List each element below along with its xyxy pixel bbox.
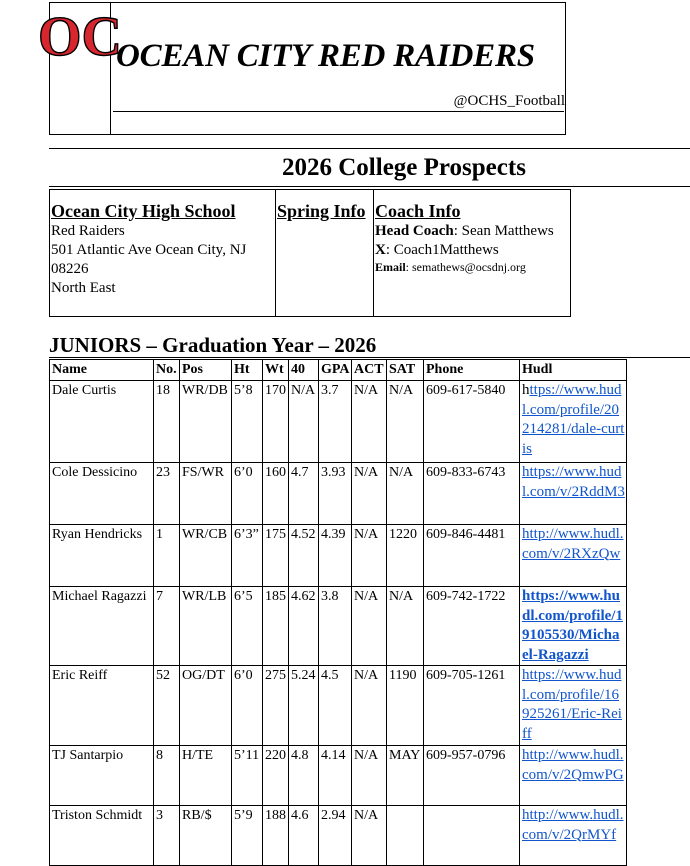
player-gpa: 4.14 <box>319 746 352 806</box>
hudl-link[interactable]: http://www.hudl.com/v/2RXzQw <box>522 526 624 562</box>
player-phone: 609-742-1722 <box>424 587 520 666</box>
oc-logo-icon <box>38 5 122 68</box>
table-header-row <box>50 360 627 381</box>
school-address-line1: 501 Atlantic Ave Ocean City, NJ <box>51 242 247 258</box>
player-phone: 609-957-0796 <box>424 746 520 806</box>
player-sat <box>387 806 424 866</box>
player-hudl <box>520 806 627 866</box>
player-gpa: 3.8 <box>319 587 352 666</box>
player-number: 7 <box>154 587 180 666</box>
table-row <box>50 525 627 587</box>
head-coach-name: : Sean Matthews <box>453 223 554 239</box>
player-height: 6’0 <box>232 463 263 525</box>
player-forty: 4.8 <box>289 746 319 806</box>
player-name: Eric Reiff <box>50 666 154 746</box>
player-forty: 4.7 <box>289 463 319 525</box>
player-sat: 1190 <box>387 666 424 746</box>
roster-table <box>49 359 627 866</box>
player-number: 8 <box>154 746 180 806</box>
player-sat: N/A <box>387 381 424 463</box>
player-act: N/A <box>352 381 387 463</box>
player-gpa: 3.7 <box>319 381 352 463</box>
player-name: Dale Curtis <box>50 381 154 463</box>
player-forty: 4.6 <box>289 806 319 866</box>
player-phone <box>424 806 520 866</box>
player-phone: 609-617-5840 <box>424 381 520 463</box>
player-weight: 275 <box>263 666 289 746</box>
player-number: 3 <box>154 806 180 866</box>
separator-line <box>49 148 690 149</box>
player-height: 5’11 <box>232 746 263 806</box>
player-sat: MAY <box>387 746 424 806</box>
player-weight: 170 <box>263 381 289 463</box>
header-gpa: GPA <box>319 360 352 381</box>
player-hudl <box>520 666 627 746</box>
player-position: H/TE <box>180 746 232 806</box>
player-name: Triston Schmidt <box>50 806 154 866</box>
player-weight: 188 <box>263 806 289 866</box>
school-nickname: Red Raiders <box>51 223 125 239</box>
player-forty: N/A <box>289 381 319 463</box>
player-hudl <box>520 463 627 525</box>
logo-lettering: OC <box>38 6 122 68</box>
player-act: N/A <box>352 666 387 746</box>
header-phone: Phone <box>424 360 520 381</box>
player-number: 1 <box>154 525 180 587</box>
player-position: OG/DT <box>180 666 232 746</box>
coach-info-heading: Coach Info <box>375 201 461 221</box>
header-hudl: Hudl <box>520 360 627 381</box>
hudl-link[interactable]: https://www.hudl.com/v/2RddM3 <box>522 464 625 500</box>
table-row <box>50 463 627 525</box>
coach-info <box>375 201 554 275</box>
juniors-rule <box>49 357 690 358</box>
head-coach-line <box>375 222 554 241</box>
juniors-title: JUNIORS – Graduation Year – 2026 <box>49 333 377 357</box>
player-sat: N/A <box>387 587 424 666</box>
player-phone: 609-705-1261 <box>424 666 520 746</box>
info-divider-1 <box>275 189 276 317</box>
player-gpa: 4.5 <box>319 666 352 746</box>
player-height: 6’5 <box>232 587 263 666</box>
school-title: OCEAN CITY RED RAIDERS <box>116 38 535 74</box>
player-number: 18 <box>154 381 180 463</box>
x-handle-line <box>375 241 554 260</box>
player-position: FS/WR <box>180 463 232 525</box>
player-name: Cole Dessicino <box>50 463 154 525</box>
hudl-link[interactable]: https://www.hudl.com/profile/19105530/Michael-Ragazzi <box>522 588 623 663</box>
player-height: 6’0 <box>232 666 263 746</box>
table-row <box>50 666 627 746</box>
player-position: WR/CB <box>180 525 232 587</box>
player-forty: 4.62 <box>289 587 319 666</box>
player-position: WR/DB <box>180 381 232 463</box>
player-sat: 1220 <box>387 525 424 587</box>
player-hudl <box>520 746 627 806</box>
player-weight: 220 <box>263 746 289 806</box>
player-forty: 5.24 <box>289 666 319 746</box>
header-act: ACT <box>352 360 387 381</box>
email-address: : semathews@ocsdnj.org <box>405 260 526 274</box>
info-divider-2 <box>373 189 374 317</box>
player-phone: 609-846-4481 <box>424 525 520 587</box>
player-height: 5’8 <box>232 381 263 463</box>
school-info-heading: Ocean City High School <box>51 201 236 221</box>
player-act: N/A <box>352 463 387 525</box>
player-hudl <box>520 587 627 666</box>
head-coach-label: Head Coach <box>375 223 454 239</box>
player-act: N/A <box>352 806 387 866</box>
player-number: 52 <box>154 666 180 746</box>
header-weight: Wt <box>263 360 289 381</box>
hudl-link[interactable]: https://www.hudl.com/profile/16925261/Eric-Reiff <box>522 667 622 742</box>
player-forty: 4.52 <box>289 525 319 587</box>
header-sat: SAT <box>387 360 424 381</box>
player-gpa: 2.94 <box>319 806 352 866</box>
hudl-link[interactable]: ttps://www.hudl.com/profile/20214281/dale-curtis <box>522 382 625 457</box>
school-region: North East <box>51 280 116 296</box>
player-position: WR/LB <box>180 587 232 666</box>
hudl-prefix: h <box>522 382 530 398</box>
header-height: Ht <box>232 360 263 381</box>
player-act: N/A <box>352 587 387 666</box>
header-position: Pos <box>180 360 232 381</box>
school-info <box>51 201 246 298</box>
player-phone: 609-833-6743 <box>424 463 520 525</box>
social-handle: @OCHS_Football <box>453 93 565 109</box>
school-address-line2: 08226 <box>51 261 89 277</box>
player-height: 6’3” <box>232 525 263 587</box>
player-name: Ryan Hendricks <box>50 525 154 587</box>
player-name: TJ Santarpio <box>50 746 154 806</box>
x-label: X <box>375 242 386 258</box>
player-weight: 160 <box>263 463 289 525</box>
player-weight: 175 <box>263 525 289 587</box>
handle-rule <box>113 111 564 112</box>
spring-info-heading: Spring Info <box>277 201 366 221</box>
section-title: 2026 College Prospects <box>282 154 526 181</box>
player-name: Michael Ragazzi <box>50 587 154 666</box>
player-act: N/A <box>352 525 387 587</box>
email-line <box>375 260 554 275</box>
hudl-link[interactable]: http://www.hudl.com/v/2QrMYf <box>522 807 624 843</box>
title-rule <box>49 186 690 187</box>
player-hudl <box>520 525 627 587</box>
table-row <box>50 587 627 666</box>
player-number: 23 <box>154 463 180 525</box>
email-label: Email <box>375 260 406 274</box>
hudl-link[interactable]: http://www.hudl.com/v/2QmwPG <box>522 747 624 783</box>
player-weight: 185 <box>263 587 289 666</box>
player-height: 5’9 <box>232 806 263 866</box>
header-forty: 40 <box>289 360 319 381</box>
table-row <box>50 381 627 463</box>
player-gpa: 4.39 <box>319 525 352 587</box>
spring-info <box>277 201 366 222</box>
x-handle: : Coach1Matthews <box>385 242 499 258</box>
table-row <box>50 806 627 866</box>
header-name: Name <box>50 360 154 381</box>
header-number: No. <box>154 360 180 381</box>
player-hudl <box>520 381 627 463</box>
player-act: N/A <box>352 746 387 806</box>
player-position: RB/$ <box>180 806 232 866</box>
player-sat: N/A <box>387 463 424 525</box>
player-gpa: 3.93 <box>319 463 352 525</box>
table-row <box>50 746 627 806</box>
